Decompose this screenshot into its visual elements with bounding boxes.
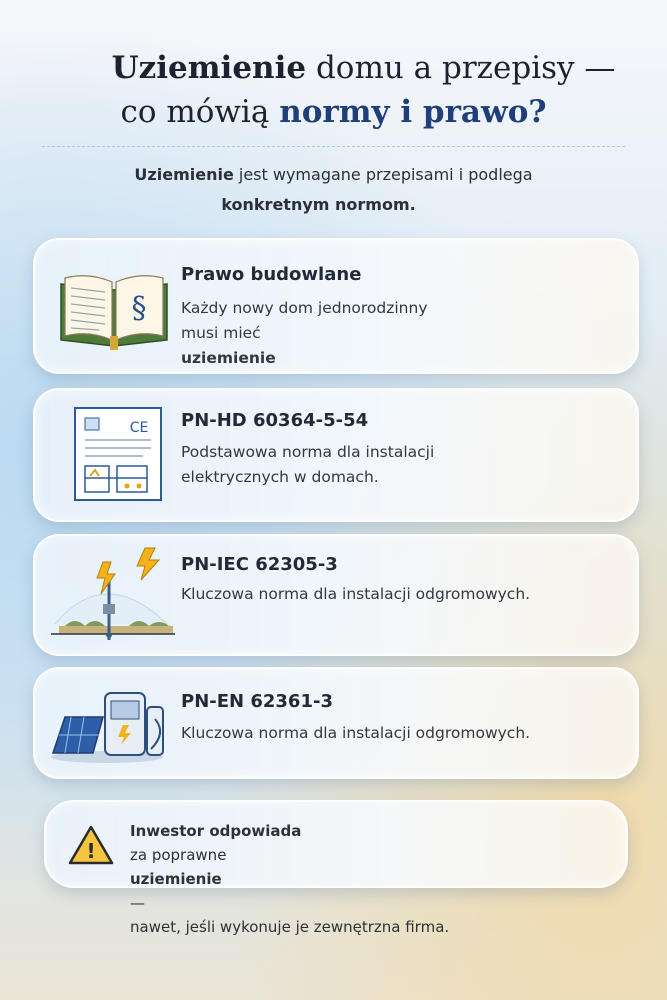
card-pn-en-62361	[33, 667, 639, 779]
lightning-rod-icon	[45, 544, 181, 648]
card-pn-hd-60364	[33, 388, 639, 522]
card-title: PN-EN 62361-3	[181, 691, 333, 712]
warning-text	[130, 819, 449, 939]
card-pn-iec-62305	[33, 534, 639, 656]
card-line-1: Podstawowa norma dla instalacji	[181, 443, 435, 461]
svg-text:§: §	[131, 291, 147, 326]
card-prawo-budowlane	[33, 238, 639, 374]
card-line-2: elektrycznych w domach.	[181, 468, 379, 486]
warning-line-1: za poprawne	[130, 846, 227, 864]
law-book-icon	[55, 266, 173, 352]
page-title	[0, 46, 667, 134]
title-text-1: domu a przepisy —	[315, 50, 616, 86]
card-description	[181, 721, 530, 746]
intro-line-1: jest wymagane przepisami i podlega	[238, 165, 533, 184]
card-title: Prawo budowlane	[181, 264, 362, 285]
ce-document-icon	[71, 406, 171, 504]
warning-bold-2: uziemienie	[130, 870, 222, 888]
card-description	[181, 440, 434, 490]
card-line-1: Kluczowa norma dla instalacji odgromowych.	[181, 585, 531, 603]
warning-line-2: nawet, jeśli wykonuje je zewnętrzna firma.	[130, 918, 450, 936]
warning-box	[44, 800, 628, 936]
ev-charger-solar-icon	[47, 683, 173, 765]
card-description	[181, 582, 530, 607]
card-title: PN-HD 60364-5-54	[181, 410, 369, 431]
card-description	[181, 296, 428, 371]
title-keyword: Uziemienie	[111, 50, 307, 86]
title-highlight: normy i prawo?	[279, 94, 547, 130]
card-line-2: musi mieć	[181, 324, 261, 342]
intro-text	[0, 160, 667, 220]
card-line-1: Kluczowa norma dla instalacji odgromowych.	[181, 724, 531, 742]
card-line-1: Każdy nowy dom jednorodzinny	[181, 299, 428, 317]
warning-bold-1: Inwestor odpowiada	[130, 822, 302, 840]
title-divider	[42, 146, 625, 147]
warning-symbol: !	[86, 839, 96, 863]
intro-bold-1: Uziemienie	[134, 165, 234, 184]
card-title: PN-IEC 62305-3	[181, 554, 338, 575]
svg-text:CE: CE	[129, 420, 149, 436]
intro-bold-2: konkretnym normom.	[221, 195, 416, 214]
card-line-2-bold: uziemienie	[181, 349, 276, 367]
warning-dash: —	[130, 894, 145, 912]
title-text-2: co mówią	[120, 94, 270, 130]
warning-triangle-icon	[68, 824, 114, 866]
